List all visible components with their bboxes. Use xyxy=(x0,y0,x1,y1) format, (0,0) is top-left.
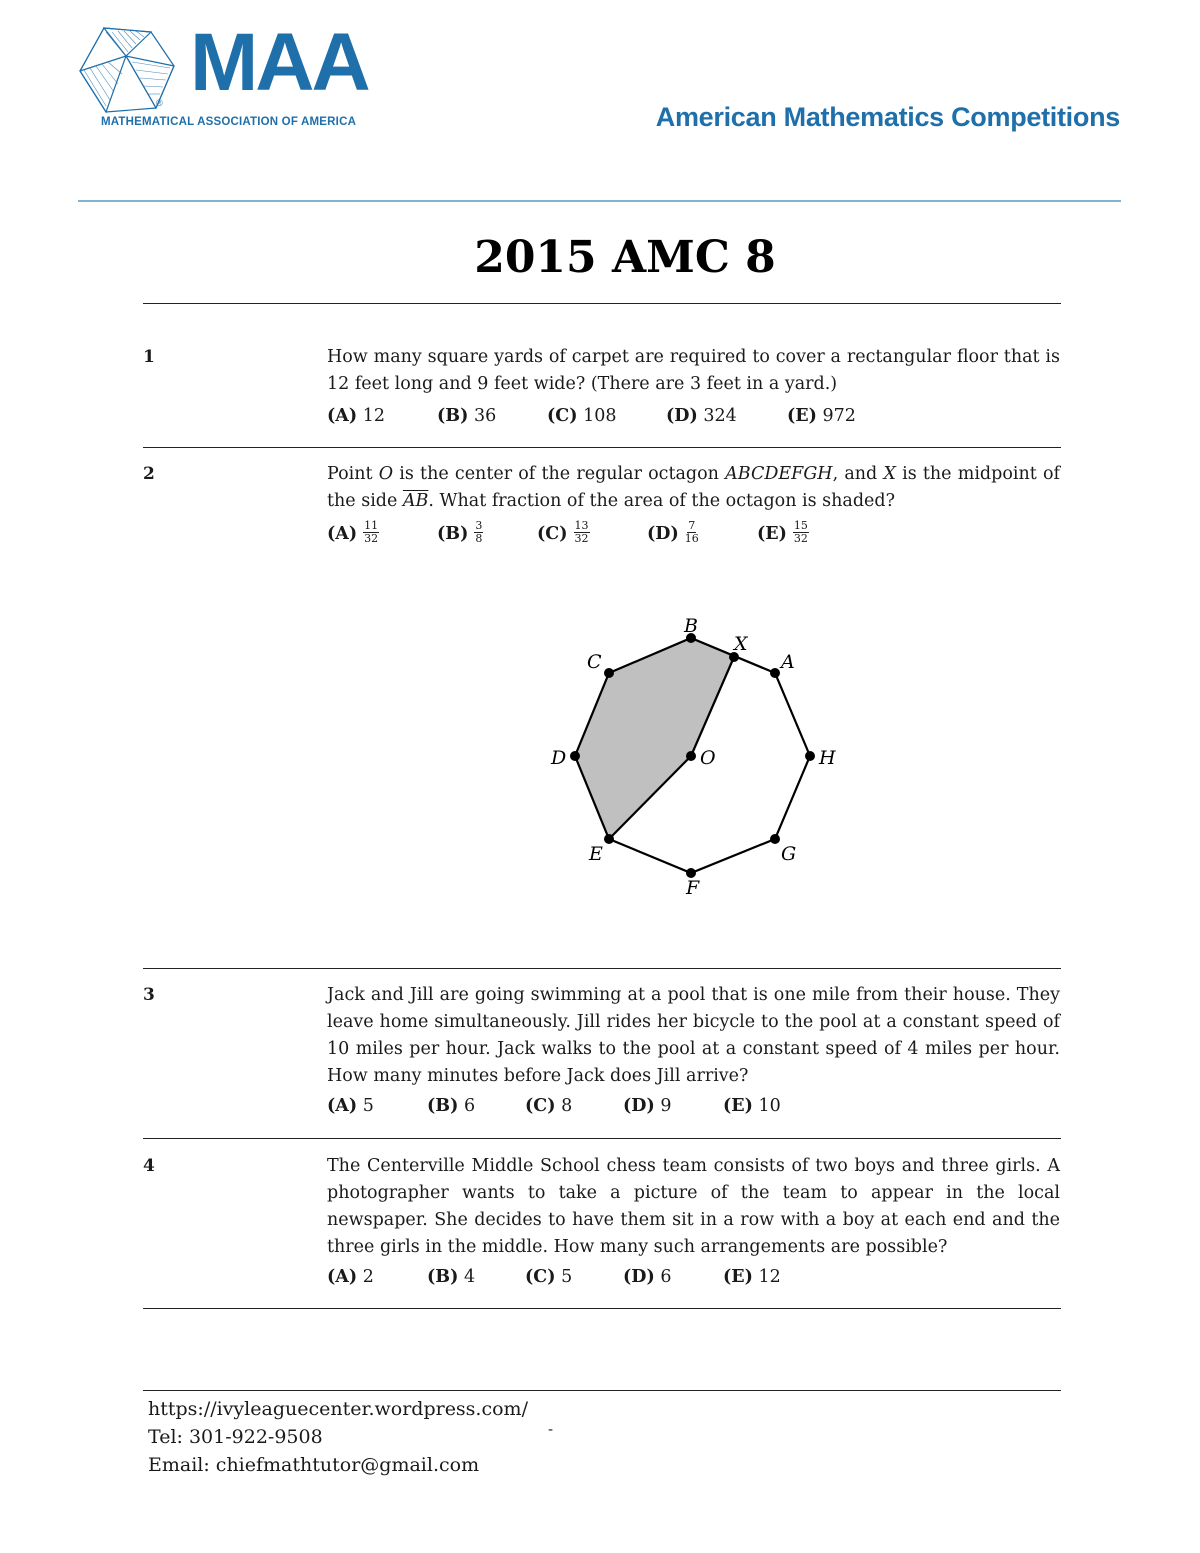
choice-c: (C) 8 xyxy=(525,1096,573,1116)
problem-number: 1 xyxy=(143,347,155,367)
header-divider xyxy=(78,200,1121,202)
choice-b: (B) 36 xyxy=(437,406,497,426)
choice-c: (C) 108 xyxy=(547,406,617,426)
vertex-label: E xyxy=(589,843,603,865)
vertex-point xyxy=(805,751,815,761)
vertex-label: F xyxy=(686,877,700,899)
choice-d: (D) 324 xyxy=(666,406,737,426)
vertex-label: B xyxy=(684,615,698,637)
divider xyxy=(143,1308,1061,1309)
choice-b: (B) 6 xyxy=(427,1096,476,1116)
choice-d: (D) $\frac{7}{16}$ xyxy=(647,519,699,545)
choice-a: (A) 5 xyxy=(327,1096,374,1116)
vertex-point xyxy=(604,834,614,844)
vertex-label: X xyxy=(734,633,748,655)
problem-number: 3 xyxy=(143,985,155,1005)
amc-header-title: American Mathematics Competitions xyxy=(655,102,1120,132)
maa-logo xyxy=(76,17,368,136)
choice-d: (D) 6 xyxy=(623,1267,672,1287)
logo-wordmark: MAA xyxy=(190,17,368,108)
problem-number: 4 xyxy=(143,1156,155,1176)
choice-e: (E) 10 xyxy=(723,1096,781,1116)
choice-d: (D) 9 xyxy=(623,1096,672,1116)
choice-e: (E) 12 xyxy=(723,1267,781,1287)
vertex-label: O xyxy=(700,747,716,769)
footer-tel: Tel: 301-922-9508 xyxy=(148,1426,323,1448)
vertex-label: A xyxy=(781,651,795,673)
choice-a: (A) 2 xyxy=(327,1267,374,1287)
vertex-label: C xyxy=(587,651,602,673)
vertex-point xyxy=(770,668,780,678)
vertex-label: H xyxy=(819,747,836,769)
choice-a: (A) $\frac{11}{32}$ xyxy=(327,519,379,545)
logo-subtitle: MATHEMATICAL ASSOCIATION OF AMERICA xyxy=(101,116,357,128)
divider xyxy=(143,303,1061,304)
footer-email[interactable]: Email: chiefmathtutor@gmail.com xyxy=(148,1454,480,1476)
choice-e: (E) $\frac{15}{32}$ xyxy=(757,519,808,545)
icosahedron-icon xyxy=(76,26,181,116)
divider xyxy=(143,447,1061,448)
center-point xyxy=(686,751,696,761)
problem-number: 2 xyxy=(143,464,155,484)
vertex-label: G xyxy=(781,843,797,865)
problem-text: Point O is the center of the regular octagon ABCDEFGH, and X is the midpoint of the side $\overline{AB}$. What fraction of the area of the octagon is shaded? xyxy=(327,464,1060,511)
vertex-point xyxy=(604,668,614,678)
registered-mark: ® xyxy=(156,98,163,108)
problem-text: How many square yards of carpet are required to cover a rectangular floor that is 12 feet long and 9 feet wide? (There are 3 feet in a yard.) xyxy=(327,347,1060,394)
footer-url[interactable]: https://ivyleaguecenter.wordpress.com/ xyxy=(148,1398,528,1420)
octagon-diagram xyxy=(540,610,860,910)
choice-a: (A) 12 xyxy=(327,406,385,426)
footer-divider xyxy=(143,1390,1061,1391)
choice-b: (B) 4 xyxy=(427,1267,476,1287)
problem-text: The Centerville Middle School chess team consists of two boys and three girls. A photographer wants to take a picture of the team to appear in the local newspaper. She decides to have them sit in a row with a boy at each end and the three girls in the middle. How many such arrangements are possible? xyxy=(327,1156,1060,1257)
vertex-point xyxy=(770,834,780,844)
divider xyxy=(143,968,1061,969)
choice-b: (B) $\frac{3}{8}$ xyxy=(437,519,483,545)
page-title: 2015 AMC 8 xyxy=(474,232,776,283)
vertex-point xyxy=(570,751,580,761)
choice-c: (C) $\frac{13}{32}$ xyxy=(537,519,589,545)
divider xyxy=(143,1138,1061,1139)
footer-dash: - xyxy=(548,1420,554,1438)
choice-c: (C) 5 xyxy=(525,1267,573,1287)
problem-text: Jack and Jill are going swimming at a pool that is one mile from their house. They leave home simultaneously. Jill rides her bicycle to the pool at a constant speed of 10 miles per hour. Jack walks to the pool at a constant speed of 4 miles per hour. How many minutes before Jack does Jill arrive? xyxy=(327,985,1060,1086)
choice-e: (E) 972 xyxy=(787,406,856,426)
vertex-label: D xyxy=(551,747,567,769)
